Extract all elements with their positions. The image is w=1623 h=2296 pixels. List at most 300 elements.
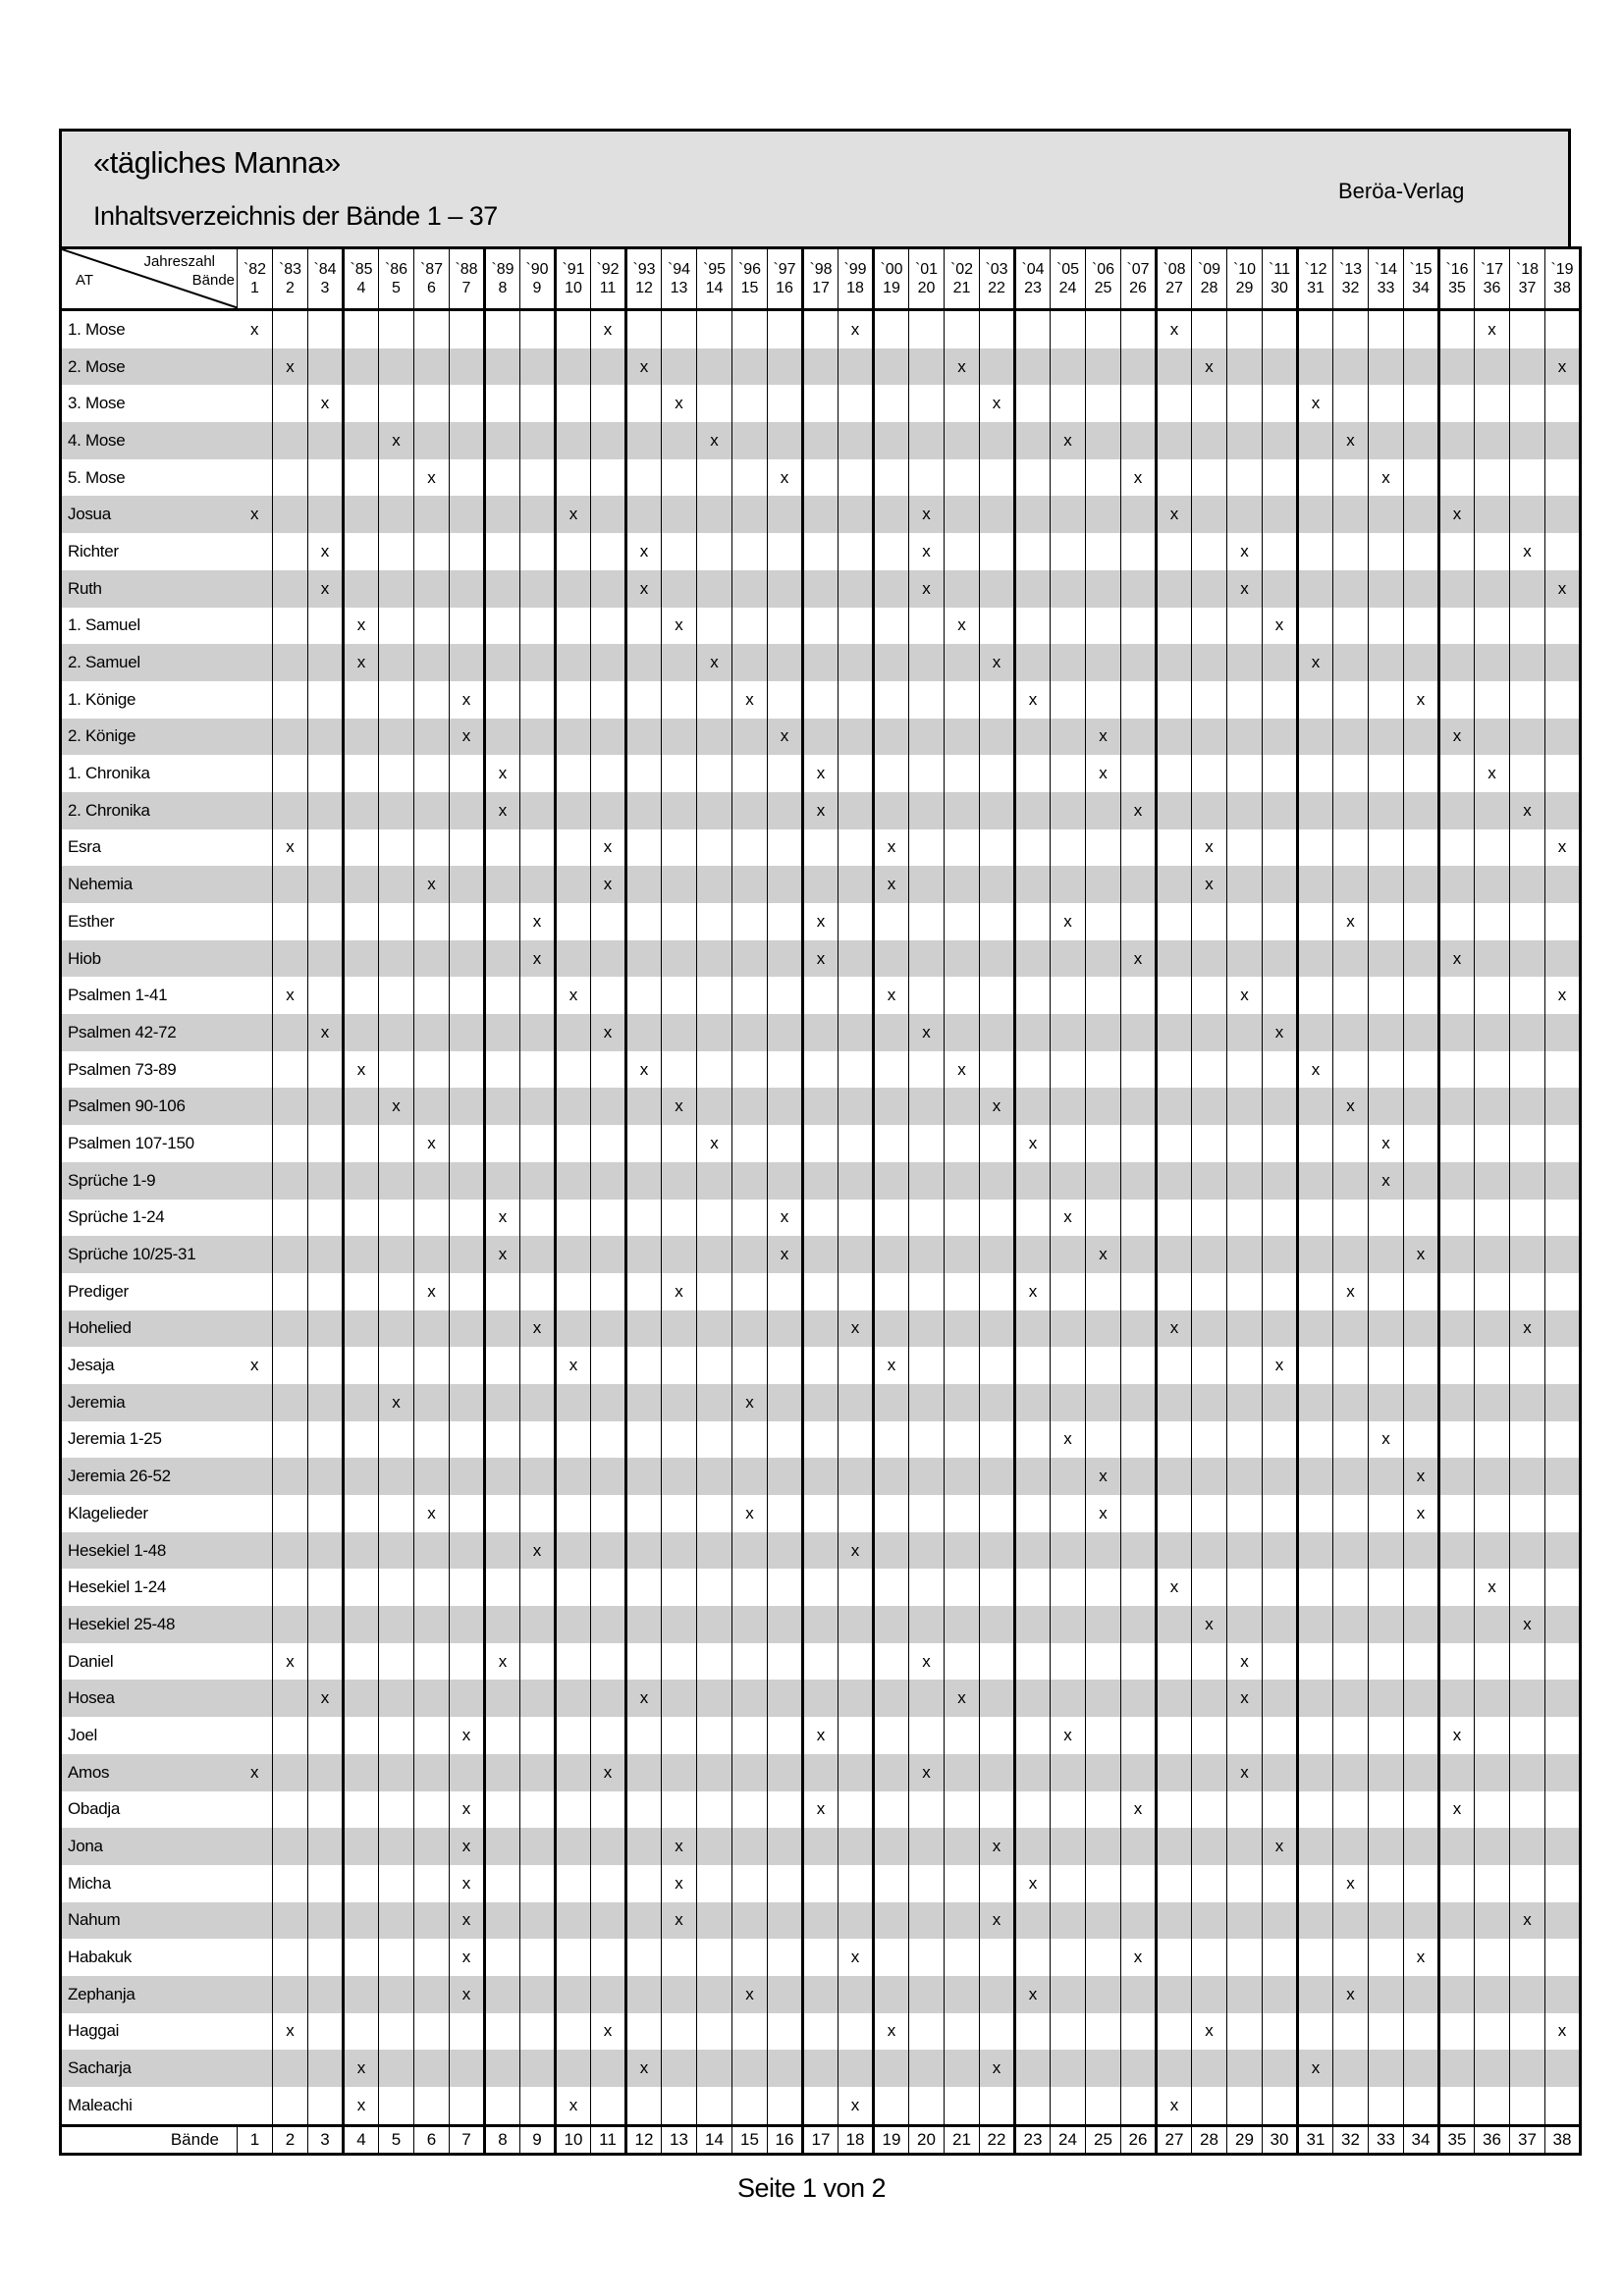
volume-cell (839, 1569, 874, 1606)
coverage-mark: x (1311, 1059, 1321, 1079)
volume-cell (1475, 1458, 1510, 1495)
volume-cell (662, 1200, 697, 1237)
volume-cell (1192, 1532, 1227, 1570)
volume-cell (803, 1384, 839, 1421)
volume-cell (520, 1606, 556, 1643)
volume-cell (1369, 829, 1404, 867)
volume-cell (697, 2087, 732, 2125)
volume-cell (626, 1532, 662, 1570)
year-label: `12 (1304, 261, 1327, 278)
volume-cell (945, 792, 980, 829)
volume-cell (980, 940, 1015, 978)
volume-cell (450, 1569, 485, 1606)
volume-cell (273, 719, 308, 756)
volume-cell (1015, 1569, 1051, 1606)
volume-cell (945, 422, 980, 459)
volume-cell (662, 1976, 697, 2013)
volume-cell (1227, 719, 1263, 756)
coverage-mark: x (532, 1318, 542, 1338)
volume-cell (1475, 1939, 1510, 1976)
volume-cell (450, 1717, 485, 1754)
volume-number: 29 (1235, 280, 1254, 296)
volume-cell (768, 570, 803, 608)
volume-cell (697, 1384, 732, 1421)
volume-cell (1086, 608, 1121, 645)
volume-cell (591, 1939, 626, 1976)
coverage-mark: x (320, 578, 330, 598)
book-name: Daniel (68, 1651, 114, 1671)
volume-cell (626, 570, 662, 608)
volume-cell (1439, 644, 1475, 681)
volume-cell (803, 1569, 839, 1606)
volume-cell (1298, 1273, 1333, 1310)
volume-cell (344, 719, 379, 756)
volume-cell (697, 1125, 732, 1162)
volume-cell (308, 422, 344, 459)
volume-cell (1333, 533, 1369, 570)
volume-cell (1439, 1384, 1475, 1421)
volume-cell (1298, 1014, 1333, 1051)
volume-cell (520, 940, 556, 978)
volume-cell (1015, 570, 1051, 608)
volume-cell (1086, 385, 1121, 422)
volume-cell (662, 1421, 697, 1459)
volume-cell (520, 1680, 556, 1717)
volume-cell (308, 1458, 344, 1495)
volume-cell (1475, 1384, 1510, 1421)
volume-cell (1404, 940, 1439, 978)
volume-cell (1051, 1532, 1086, 1570)
year-label: `06 (1091, 261, 1115, 278)
volume-cell (803, 1014, 839, 1051)
volume-cell (1263, 2087, 1298, 2125)
volume-cell (556, 459, 591, 497)
volume-cell (909, 1495, 945, 1532)
volume-cell (1227, 1347, 1263, 1384)
volume-cell (768, 422, 803, 459)
volume-cell (1475, 1976, 1510, 2013)
volume-cell (1333, 940, 1369, 978)
volume-column-header (379, 248, 414, 310)
volume-cell (1263, 1384, 1298, 1421)
volume-cell (803, 644, 839, 681)
volume-cell (1404, 1532, 1439, 1570)
volume-cell (450, 1421, 485, 1459)
volume-cell (1015, 1606, 1051, 1643)
volume-cell (1121, 755, 1157, 792)
volume-cell (1157, 1569, 1192, 1606)
volume-cell (1298, 533, 1333, 570)
volume-cell (1333, 459, 1369, 497)
volume-cell (1510, 1865, 1545, 1902)
volume-cell (485, 310, 520, 348)
volume-cell (945, 1014, 980, 1051)
volume-cell (839, 1828, 874, 1865)
volume-cell (1157, 866, 1192, 903)
volume-cell (1475, 1569, 1510, 1606)
volume-cell (520, 792, 556, 829)
volume-cell (768, 1310, 803, 1348)
volume-cell (414, 1236, 450, 1273)
volume-cell (1404, 1495, 1439, 1532)
volume-cell (344, 644, 379, 681)
volume-cell (273, 977, 308, 1014)
volume-cell (450, 1828, 485, 1865)
volume-cell (1475, 2050, 1510, 2087)
volume-cell (626, 608, 662, 645)
book-name: Esra (68, 837, 101, 857)
volume-cell (980, 2050, 1015, 2087)
volume-cell (1121, 1347, 1157, 1384)
volume-cell (626, 755, 662, 792)
book-name: Prediger (68, 1281, 129, 1301)
volume-cell (1369, 903, 1404, 940)
volume-cell (1298, 1754, 1333, 1791)
volume-cell (556, 1088, 591, 1125)
volume-cell (414, 719, 450, 756)
volume-cell (485, 681, 520, 719)
volume-cell (1545, 1939, 1581, 1976)
coverage-mark: x (1557, 986, 1567, 1005)
volume-cell (909, 792, 945, 829)
coverage-mark: x (675, 1910, 683, 1930)
volume-cell (697, 1495, 732, 1532)
volume-cell (1369, 348, 1404, 386)
volume-cell (414, 310, 450, 348)
book-name: Zephanja (61, 1976, 238, 2013)
volume-cell (839, 2050, 874, 2087)
volume-cell (520, 1791, 556, 1829)
volume-cell (768, 1088, 803, 1125)
volume-cell (662, 570, 697, 608)
volume-column-header (1086, 248, 1121, 310)
volume-cell (1121, 792, 1157, 829)
volume-cell (732, 496, 768, 533)
volume-cell (697, 1606, 732, 1643)
volume-cell (556, 1643, 591, 1681)
volume-cell (379, 496, 414, 533)
coverage-mark: x (498, 764, 508, 783)
volume-cell (1369, 1347, 1404, 1384)
volume-cell (556, 1236, 591, 1273)
volume-cell (308, 1939, 344, 1976)
volume-cell (344, 1606, 379, 1643)
volume-cell (1333, 1310, 1369, 1348)
volume-cell (662, 719, 697, 756)
volume-cell (1475, 2087, 1510, 2125)
coverage-mark: x (1488, 1577, 1496, 1597)
volume-cell (1545, 1347, 1581, 1384)
year-label: `09 (1197, 261, 1221, 278)
volume-cell (1510, 1754, 1545, 1791)
volume-cell (450, 1680, 485, 1717)
volume-cell (1015, 644, 1051, 681)
coverage-mark: x (498, 1245, 508, 1264)
volume-cell (1121, 1125, 1157, 1162)
volume-cell (1333, 496, 1369, 533)
volume-cell (839, 496, 874, 533)
footer-volume-number: 10 (556, 2125, 591, 2154)
volume-cell (803, 940, 839, 978)
table-row (61, 977, 1581, 1014)
volume-cell (980, 1791, 1015, 1829)
volume-cell (273, 1421, 308, 1459)
coverage-mark: x (1381, 1429, 1390, 1449)
coverage-mark: x (957, 1059, 966, 1079)
volume-cell (591, 792, 626, 829)
volume-cell (1157, 1347, 1192, 1384)
volume-cell (1404, 1458, 1439, 1495)
volume-cell (591, 1680, 626, 1717)
volume-cell (238, 792, 273, 829)
volume-cell (1333, 1051, 1369, 1089)
table-row (61, 1717, 1581, 1754)
volume-cell (520, 1532, 556, 1570)
coverage-mark: x (461, 1837, 471, 1856)
volume-cell (1227, 866, 1263, 903)
volume-cell (1333, 1606, 1369, 1643)
volume-cell (732, 533, 768, 570)
year-label: `13 (1338, 261, 1363, 278)
volume-cell (697, 903, 732, 940)
volume-cell (662, 1643, 697, 1681)
volume-cell (485, 1606, 520, 1643)
coverage-mark: x (1063, 1207, 1072, 1227)
table-row (61, 1828, 1581, 1865)
volume-cell (874, 1014, 909, 1051)
volume-cell (379, 1384, 414, 1421)
volume-cell (1227, 1791, 1263, 1829)
volume-number: 24 (1058, 280, 1077, 296)
volume-cell (626, 1754, 662, 1791)
footer-volume-number: 9 (520, 2125, 556, 2154)
year-label: `05 (1055, 261, 1080, 278)
volume-cell (697, 1236, 732, 1273)
volume-number: 4 (356, 280, 366, 296)
volume-cell (1404, 1902, 1439, 1940)
volume-cell (1333, 1014, 1369, 1051)
volume-cell (556, 681, 591, 719)
volume-cell (1545, 570, 1581, 608)
volume-cell (697, 829, 732, 867)
volume-cell (1545, 719, 1581, 756)
volume-cell (1192, 1495, 1227, 1532)
volume-cell (909, 1125, 945, 1162)
volume-cell (1439, 1828, 1475, 1865)
volume-cell (697, 644, 732, 681)
volume-cell (1121, 644, 1157, 681)
volume-cell (1545, 1532, 1581, 1570)
table-row (61, 1236, 1581, 1273)
coverage-mark: x (780, 726, 789, 746)
volume-cell (344, 1236, 379, 1273)
coverage-mark: x (1346, 911, 1355, 931)
volume-cell (1404, 866, 1439, 903)
volume-cell (803, 1606, 839, 1643)
volume-cell (1510, 1125, 1545, 1162)
volume-cell (450, 1236, 485, 1273)
coverage-mark: x (675, 615, 683, 635)
volume-cell (1192, 533, 1227, 570)
volume-cell (1333, 829, 1369, 867)
volume-cell (520, 829, 556, 867)
volume-cell (1545, 348, 1581, 386)
volume-cell (520, 755, 556, 792)
volume-cell (980, 310, 1015, 348)
volume-cell (1263, 681, 1298, 719)
volume-cell (556, 1754, 591, 1791)
volume-cell (1051, 310, 1086, 348)
volume-cell (1475, 866, 1510, 903)
volume-cell (450, 866, 485, 903)
volume-cell (1475, 1828, 1510, 1865)
coverage-mark: x (532, 1540, 542, 1560)
coverage-mark: x (887, 2021, 896, 2041)
table-row (61, 755, 1581, 792)
volume-cell (1439, 1976, 1475, 2013)
volume-cell (909, 1569, 945, 1606)
volume-cell (874, 348, 909, 386)
volume-cell (308, 1200, 344, 1237)
coverage-mark: x (1240, 578, 1249, 598)
volume-cell (1157, 755, 1192, 792)
volume-cell (485, 348, 520, 386)
volume-cell (273, 792, 308, 829)
coverage-mark: x (850, 319, 860, 339)
volume-cell (874, 570, 909, 608)
volume-column-header (1404, 248, 1439, 310)
volume-cell (273, 755, 308, 792)
volume-cell (1192, 1051, 1227, 1089)
volume-cell (1192, 496, 1227, 533)
volume-cell (1545, 1051, 1581, 1089)
table-row (61, 496, 1581, 533)
volume-cell (520, 1902, 556, 1940)
volume-cell (697, 1569, 732, 1606)
coverage-mark: x (780, 1245, 789, 1264)
volume-cell (238, 1865, 273, 1902)
volume-cell (238, 1717, 273, 1754)
volume-cell (803, 533, 839, 570)
volume-cell (1051, 903, 1086, 940)
volume-cell (732, 977, 768, 1014)
volume-cell (1545, 792, 1581, 829)
volume-cell (273, 459, 308, 497)
volume-cell (1404, 903, 1439, 940)
volume-cell (1263, 1051, 1298, 1089)
volume-cell (1333, 310, 1369, 348)
volume-cell (485, 940, 520, 978)
volume-cell (803, 1939, 839, 1976)
volume-cell (1086, 1051, 1121, 1089)
volume-cell (1404, 496, 1439, 533)
volume-cell (238, 644, 273, 681)
footer-volume-number: 20 (909, 2125, 945, 2154)
volume-cell (520, 644, 556, 681)
volume-column-header (1051, 248, 1086, 310)
volume-cell (379, 2050, 414, 2087)
volume-cell (945, 1421, 980, 1459)
volume-cell (768, 1643, 803, 1681)
volume-cell (379, 1791, 414, 1829)
volume-cell (874, 1976, 909, 2013)
volume-cell (379, 1125, 414, 1162)
volume-cell (662, 1791, 697, 1829)
volume-cell (344, 1200, 379, 1237)
volume-cell (1404, 1865, 1439, 1902)
volume-cell (1192, 940, 1227, 978)
volume-cell (874, 792, 909, 829)
volume-cell (874, 1828, 909, 1865)
volume-cell (520, 1347, 556, 1384)
volume-cell (732, 903, 768, 940)
volume-cell (1192, 644, 1227, 681)
volume-cell (945, 1643, 980, 1681)
volume-cell (414, 1310, 450, 1348)
book-name: Nehemia (61, 866, 238, 903)
volume-cell (874, 977, 909, 1014)
volume-cell (1298, 829, 1333, 867)
volume-cell (556, 1791, 591, 1829)
volume-cell (1510, 1791, 1545, 1829)
volume-cell (1333, 903, 1369, 940)
volume-cell (909, 1088, 945, 1125)
volume-cell (414, 903, 450, 940)
coverage-mark: x (887, 837, 896, 857)
footer-volume-number: 36 (1475, 2125, 1510, 2154)
volume-cell (1227, 1680, 1263, 1717)
volume-cell (1369, 1495, 1404, 1532)
volume-cell (273, 866, 308, 903)
volume-cell (803, 1717, 839, 1754)
volume-cell (626, 866, 662, 903)
volume-cell (344, 1310, 379, 1348)
volume-cell (1157, 310, 1192, 348)
volume-cell (662, 310, 697, 348)
year-label: `03 (985, 261, 1008, 278)
coverage-mark: x (1028, 1873, 1038, 1893)
volume-cell (626, 1865, 662, 1902)
volume-column-header (591, 248, 626, 310)
volume-cell (1051, 385, 1086, 422)
coverage-mark: x (1416, 1467, 1426, 1486)
volume-cell (945, 1384, 980, 1421)
volume-cell (414, 385, 450, 422)
volume-cell (1333, 1569, 1369, 1606)
volume-cell (1369, 1791, 1404, 1829)
volume-cell (1051, 755, 1086, 792)
volume-cell (308, 496, 344, 533)
book-name: Esther (68, 911, 115, 931)
volume-cell (945, 755, 980, 792)
volume-cell (945, 310, 980, 348)
volume-cell (1157, 570, 1192, 608)
volume-cell (1263, 570, 1298, 608)
volume-cell (909, 570, 945, 608)
volume-number: 26 (1129, 280, 1147, 296)
volume-cell (1510, 1717, 1545, 1754)
volume-cell (1439, 940, 1475, 978)
volume-cell (1086, 1791, 1121, 1829)
volume-cell (520, 2087, 556, 2125)
volume-cell (1404, 1828, 1439, 1865)
volume-cell (945, 940, 980, 978)
volume-cell (768, 533, 803, 570)
volume-cell (1369, 533, 1404, 570)
volume-cell (1263, 1791, 1298, 1829)
volume-cell (945, 1865, 980, 1902)
volume-cell (1015, 608, 1051, 645)
